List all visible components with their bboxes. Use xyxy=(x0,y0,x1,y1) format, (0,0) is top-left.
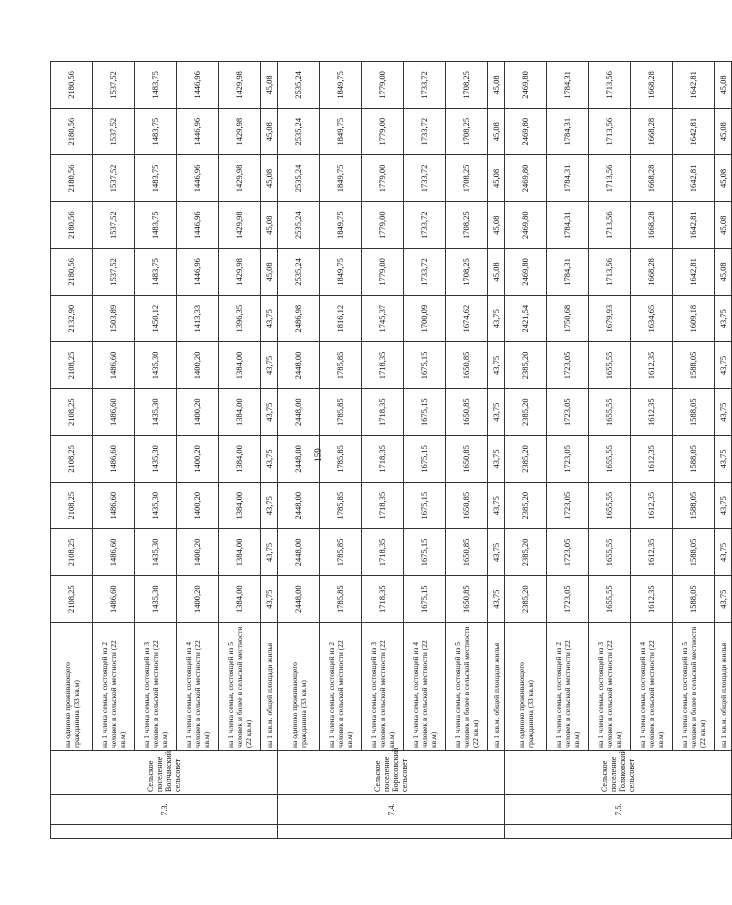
value-cell: 1779,00 xyxy=(362,155,404,202)
value-cell: 2448,00 xyxy=(278,529,320,576)
value-cell: 1785,85 xyxy=(320,529,362,576)
value-cell: 1784,31 xyxy=(547,108,589,155)
value-cell: 1588,05 xyxy=(673,389,715,436)
tariff-table xyxy=(50,61,732,839)
value-cell: 1642,81 xyxy=(673,108,715,155)
table-row xyxy=(261,62,278,839)
row-description: на 1 члена семьи, состоящей из 5 человек и более в сельской местности (22 кв.м) xyxy=(446,623,488,751)
table-row xyxy=(93,62,135,839)
value-cell: 1400,20 xyxy=(177,576,219,623)
row-description: на 1 члена семьи, состоящей из 3 человек в сельской местности (22 кв.м) xyxy=(362,623,404,751)
value-cell: 1400,20 xyxy=(177,436,219,483)
value-cell: 43,75 xyxy=(715,389,732,436)
value-cell: 1446,96 xyxy=(177,202,219,249)
value-cell: 2132,90 xyxy=(51,295,93,342)
row-description: на 1 члена семьи, состоящей из 2 человек в сельской местности (22 кв.м) xyxy=(93,623,135,751)
value-cell: 43,75 xyxy=(488,576,505,623)
value-cell: 2448,00 xyxy=(278,342,320,389)
margin-cell xyxy=(51,825,278,839)
value-cell: 43,75 xyxy=(488,482,505,529)
value-cell: 1650,85 xyxy=(446,342,488,389)
row-description: на одиноко проживающего гражданина (33 кв.м) xyxy=(51,623,93,751)
value-cell: 2108,25 xyxy=(51,342,93,389)
rotated-table-sheet xyxy=(50,62,728,839)
value-cell: 1655,55 xyxy=(589,436,631,483)
value-cell: 1483,75 xyxy=(135,202,177,249)
value-cell: 43,75 xyxy=(488,342,505,389)
value-cell: 43,75 xyxy=(715,529,732,576)
value-cell: 2180,56 xyxy=(51,108,93,155)
value-cell: 1384,00 xyxy=(219,529,261,576)
value-cell: 1668,28 xyxy=(631,202,673,249)
value-cell: 1612,35 xyxy=(631,482,673,529)
value-cell: 1733,72 xyxy=(404,62,446,109)
value-cell: 1849,75 xyxy=(320,62,362,109)
value-cell: 1588,05 xyxy=(673,482,715,529)
value-cell: 2180,56 xyxy=(51,155,93,202)
row-description: на 1 члена семьи, состоящей из 3 человек в сельской местности (22 кв.м) xyxy=(135,623,177,751)
value-cell: 1675,15 xyxy=(404,482,446,529)
value-cell: 1733,72 xyxy=(404,108,446,155)
value-cell: 1708,25 xyxy=(446,249,488,296)
value-cell: 1675,15 xyxy=(404,342,446,389)
value-cell: 1537,52 xyxy=(93,62,135,109)
settlement-name: Сельское поселение Голяковский сельсовет xyxy=(505,751,732,795)
value-cell: 45,08 xyxy=(261,202,278,249)
value-cell: 45,08 xyxy=(488,202,505,249)
value-cell: 1435,30 xyxy=(135,529,177,576)
value-cell: 1723,05 xyxy=(547,482,589,529)
value-cell: 1642,81 xyxy=(673,202,715,249)
value-cell: 1400,20 xyxy=(177,389,219,436)
value-cell: 1655,55 xyxy=(589,342,631,389)
value-cell: 1609,18 xyxy=(673,295,715,342)
value-cell: 1675,15 xyxy=(404,436,446,483)
value-cell: 1446,96 xyxy=(177,108,219,155)
value-cell: 45,08 xyxy=(261,62,278,109)
value-cell: 1723,05 xyxy=(547,342,589,389)
value-cell: 2385,20 xyxy=(505,482,547,529)
value-cell: 1642,81 xyxy=(673,249,715,296)
value-cell: 1733,72 xyxy=(404,202,446,249)
value-cell: 2385,20 xyxy=(505,436,547,483)
value-cell: 45,08 xyxy=(715,155,732,202)
margin-cell xyxy=(278,825,505,839)
value-cell: 1503,89 xyxy=(93,295,135,342)
value-cell: 2385,20 xyxy=(505,389,547,436)
value-cell: 1718,35 xyxy=(362,389,404,436)
table-row xyxy=(219,62,261,839)
value-cell: 45,08 xyxy=(261,108,278,155)
value-cell: 43,75 xyxy=(261,529,278,576)
value-cell: 1779,00 xyxy=(362,249,404,296)
value-cell: 2535,24 xyxy=(278,62,320,109)
value-cell: 1668,28 xyxy=(631,249,673,296)
value-cell: 1435,30 xyxy=(135,436,177,483)
value-cell: 2385,20 xyxy=(505,529,547,576)
value-cell: 1655,55 xyxy=(589,529,631,576)
value-cell: 1785,85 xyxy=(320,436,362,483)
value-cell: 1429,98 xyxy=(219,62,261,109)
value-cell: 2448,00 xyxy=(278,482,320,529)
value-cell: 1612,35 xyxy=(631,576,673,623)
settlement-name: Сельское поселение Волчанский сельсовет xyxy=(51,751,278,795)
value-cell: 1429,98 xyxy=(219,249,261,296)
value-cell: 45,08 xyxy=(488,108,505,155)
value-cell: 1849,75 xyxy=(320,108,362,155)
row-description: на 1 члена семьи, состоящей из 4 человек в сельской местности (22 кв.м) xyxy=(404,623,446,751)
value-cell: 43,75 xyxy=(715,295,732,342)
value-cell: 2108,25 xyxy=(51,482,93,529)
value-cell: 1429,98 xyxy=(219,108,261,155)
value-cell: 1750,68 xyxy=(547,295,589,342)
section-number: 7.4. xyxy=(278,795,505,825)
value-cell: 1650,85 xyxy=(446,389,488,436)
value-cell: 1779,00 xyxy=(362,202,404,249)
value-cell: 1483,75 xyxy=(135,249,177,296)
value-cell: 45,08 xyxy=(488,249,505,296)
table-row xyxy=(589,62,631,839)
value-cell: 43,75 xyxy=(715,342,732,389)
value-cell: 1446,96 xyxy=(177,155,219,202)
value-cell: 1483,75 xyxy=(135,108,177,155)
value-cell: 43,75 xyxy=(715,482,732,529)
value-cell: 1650,85 xyxy=(446,482,488,529)
value-cell: 1655,55 xyxy=(589,482,631,529)
value-cell: 43,75 xyxy=(715,576,732,623)
value-cell: 1384,00 xyxy=(219,389,261,436)
value-cell: 1537,52 xyxy=(93,202,135,249)
value-cell: 1655,55 xyxy=(589,576,631,623)
value-cell: 1486,60 xyxy=(93,576,135,623)
value-cell: 1435,30 xyxy=(135,576,177,623)
value-cell: 1779,00 xyxy=(362,62,404,109)
value-cell: 43,75 xyxy=(488,436,505,483)
value-cell: 1413,33 xyxy=(177,295,219,342)
value-cell: 1537,52 xyxy=(93,249,135,296)
value-cell: 1700,09 xyxy=(404,295,446,342)
value-cell: 1708,25 xyxy=(446,108,488,155)
value-cell: 45,08 xyxy=(715,249,732,296)
row-description: на 1 члена семьи, состоящей из 5 человек и более в сельской местности (22 кв.м) xyxy=(219,623,261,751)
row-description: на 1 члена семьи, состоящей из 2 человек в сельской местности (22 кв.м) xyxy=(547,623,589,751)
value-cell: 1679,93 xyxy=(589,295,631,342)
value-cell: 1537,52 xyxy=(93,155,135,202)
value-cell: 1718,35 xyxy=(362,482,404,529)
value-cell: 1713,56 xyxy=(589,249,631,296)
value-cell: 1435,30 xyxy=(135,482,177,529)
value-cell: 1486,60 xyxy=(93,389,135,436)
value-cell: 1723,05 xyxy=(547,576,589,623)
value-cell: 45,08 xyxy=(488,155,505,202)
value-cell: 1642,81 xyxy=(673,155,715,202)
value-cell: 43,75 xyxy=(261,342,278,389)
value-cell: 1612,35 xyxy=(631,529,673,576)
value-cell: 1733,72 xyxy=(404,249,446,296)
value-cell: 1713,56 xyxy=(589,202,631,249)
value-cell: 1668,28 xyxy=(631,62,673,109)
value-cell: 2469,80 xyxy=(505,249,547,296)
value-cell: 43,75 xyxy=(261,389,278,436)
table-row xyxy=(177,62,219,839)
value-cell: 1723,05 xyxy=(547,389,589,436)
value-cell: 2469,80 xyxy=(505,155,547,202)
value-cell: 1588,05 xyxy=(673,529,715,576)
value-cell: 2469,80 xyxy=(505,62,547,109)
value-cell: 1745,37 xyxy=(362,295,404,342)
value-cell: 1429,98 xyxy=(219,155,261,202)
value-cell: 1708,25 xyxy=(446,202,488,249)
value-cell: 2180,56 xyxy=(51,62,93,109)
table-row xyxy=(320,62,362,839)
table-row xyxy=(715,62,732,839)
value-cell: 45,08 xyxy=(715,62,732,109)
value-cell: 1486,60 xyxy=(93,436,135,483)
value-cell: 1849,75 xyxy=(320,249,362,296)
value-cell: 1612,35 xyxy=(631,342,673,389)
value-cell: 2108,25 xyxy=(51,389,93,436)
value-cell: 45,08 xyxy=(715,202,732,249)
value-cell: 1723,05 xyxy=(547,529,589,576)
value-cell: 1612,35 xyxy=(631,389,673,436)
value-cell: 1650,85 xyxy=(446,529,488,576)
value-cell: 1675,15 xyxy=(404,529,446,576)
value-cell: 1675,15 xyxy=(404,389,446,436)
value-cell: 2535,24 xyxy=(278,108,320,155)
row-description: на 1 члена семьи, состоящей из 4 человек в сельской местности (22 кв.м) xyxy=(177,623,219,751)
value-cell: 1400,20 xyxy=(177,482,219,529)
value-cell: 2180,56 xyxy=(51,202,93,249)
value-cell: 1713,56 xyxy=(589,108,631,155)
value-cell: 1708,25 xyxy=(446,155,488,202)
value-cell: 1784,31 xyxy=(547,62,589,109)
table-row xyxy=(51,62,93,839)
value-cell: 2385,20 xyxy=(505,342,547,389)
table-row xyxy=(278,62,320,839)
value-cell: 1634,65 xyxy=(631,295,673,342)
value-cell: 1733,72 xyxy=(404,155,446,202)
row-description: на 1 кв.м. общей площади жилья xyxy=(715,623,732,751)
value-cell: 1718,35 xyxy=(362,576,404,623)
value-cell: 1816,12 xyxy=(320,295,362,342)
value-cell: 2108,25 xyxy=(51,529,93,576)
value-cell: 43,75 xyxy=(261,436,278,483)
value-cell: 43,75 xyxy=(261,482,278,529)
table-row xyxy=(446,62,488,839)
table-row xyxy=(135,62,177,839)
page-number: 159 xyxy=(313,448,323,462)
value-cell: 1446,96 xyxy=(177,62,219,109)
settlement-name: Сельское поселение Борисовский сельсовет xyxy=(278,751,505,795)
value-cell: 1785,85 xyxy=(320,342,362,389)
value-cell: 2108,25 xyxy=(51,436,93,483)
value-cell: 43,75 xyxy=(261,295,278,342)
value-cell: 1718,35 xyxy=(362,436,404,483)
value-cell: 45,08 xyxy=(261,155,278,202)
value-cell: 45,08 xyxy=(261,249,278,296)
value-cell: 1483,75 xyxy=(135,62,177,109)
value-cell: 2448,00 xyxy=(278,436,320,483)
value-cell: 1718,35 xyxy=(362,529,404,576)
value-cell: 1642,81 xyxy=(673,62,715,109)
value-cell: 1718,35 xyxy=(362,342,404,389)
value-cell: 1429,98 xyxy=(219,202,261,249)
value-cell: 2180,56 xyxy=(51,249,93,296)
section-number: 7.5. xyxy=(505,795,732,825)
value-cell: 1400,20 xyxy=(177,342,219,389)
value-cell: 1396,35 xyxy=(219,295,261,342)
value-cell: 2535,24 xyxy=(278,202,320,249)
value-cell: 2486,98 xyxy=(278,295,320,342)
value-cell: 43,75 xyxy=(261,576,278,623)
table-row xyxy=(631,62,673,839)
table-row xyxy=(505,62,547,839)
value-cell: 2385,20 xyxy=(505,576,547,623)
value-cell: 1588,05 xyxy=(673,436,715,483)
value-cell: 1785,85 xyxy=(320,389,362,436)
value-cell: 1588,05 xyxy=(673,576,715,623)
value-cell: 45,08 xyxy=(715,108,732,155)
value-cell: 1384,00 xyxy=(219,482,261,529)
value-cell: 1668,28 xyxy=(631,155,673,202)
value-cell: 2535,24 xyxy=(278,249,320,296)
value-cell: 1784,31 xyxy=(547,202,589,249)
value-cell: 1400,20 xyxy=(177,529,219,576)
value-cell: 1486,60 xyxy=(93,482,135,529)
value-cell: 2421,54 xyxy=(505,295,547,342)
value-cell: 1650,85 xyxy=(446,436,488,483)
value-cell: 1450,12 xyxy=(135,295,177,342)
section-number: 7.3. xyxy=(51,795,278,825)
value-cell: 1612,35 xyxy=(631,436,673,483)
value-cell: 1655,55 xyxy=(589,389,631,436)
value-cell: 43,75 xyxy=(488,529,505,576)
row-description: на 1 члена семьи, состоящей из 4 человек в сельской местности (22 кв.м) xyxy=(631,623,673,751)
value-cell: 1384,00 xyxy=(219,576,261,623)
value-cell: 43,75 xyxy=(488,295,505,342)
value-cell: 1713,56 xyxy=(589,62,631,109)
value-cell: 2108,25 xyxy=(51,576,93,623)
value-cell: 43,75 xyxy=(488,389,505,436)
row-description: на 1 кв.м. общей площади жилья xyxy=(261,623,278,751)
value-cell: 1713,56 xyxy=(589,155,631,202)
margin-cell xyxy=(505,825,732,839)
value-cell: 1650,85 xyxy=(446,576,488,623)
row-description: на 1 члена семьи, состоящей из 3 человек в сельской местности (22 кв.м) xyxy=(589,623,631,751)
table-row xyxy=(547,62,589,839)
value-cell: 2448,00 xyxy=(278,389,320,436)
value-cell: 1384,00 xyxy=(219,342,261,389)
value-cell: 1849,75 xyxy=(320,202,362,249)
value-cell: 1708,25 xyxy=(446,62,488,109)
value-cell: 1435,30 xyxy=(135,342,177,389)
row-description: на одиноко проживающего гражданина (33 кв.м) xyxy=(505,623,547,751)
table-row xyxy=(362,62,404,839)
value-cell: 2535,24 xyxy=(278,155,320,202)
table-row xyxy=(488,62,505,839)
row-description: на 1 члена семьи, состоящей из 5 человек и более в сельской местности (22 кв.м) xyxy=(673,623,715,751)
value-cell: 1675,15 xyxy=(404,576,446,623)
value-cell: 1784,31 xyxy=(547,249,589,296)
value-cell: 1486,60 xyxy=(93,529,135,576)
value-cell: 2469,80 xyxy=(505,108,547,155)
value-cell: 2469,80 xyxy=(505,202,547,249)
value-cell: 1784,31 xyxy=(547,155,589,202)
value-cell: 43,75 xyxy=(715,436,732,483)
value-cell: 1779,00 xyxy=(362,108,404,155)
value-cell: 1785,85 xyxy=(320,576,362,623)
value-cell: 1588,05 xyxy=(673,342,715,389)
value-cell: 1435,30 xyxy=(135,389,177,436)
row-description: на 1 кв.м. общей площади жилья xyxy=(488,623,505,751)
row-description: на одиноко проживающего гражданина (33 кв.м) xyxy=(278,623,320,751)
value-cell: 2448,00 xyxy=(278,576,320,623)
row-description: на 1 члена семьи, состоящей из 2 человек в сельской местности (22 кв.м) xyxy=(320,623,362,751)
value-cell: 1446,96 xyxy=(177,249,219,296)
value-cell: 1849,75 xyxy=(320,155,362,202)
table-row xyxy=(673,62,715,839)
value-cell: 45,08 xyxy=(488,62,505,109)
value-cell: 1674,62 xyxy=(446,295,488,342)
table-row xyxy=(404,62,446,839)
value-cell: 1483,75 xyxy=(135,155,177,202)
value-cell: 1486,60 xyxy=(93,342,135,389)
value-cell: 1785,85 xyxy=(320,482,362,529)
value-cell: 1723,05 xyxy=(547,436,589,483)
value-cell: 1537,52 xyxy=(93,108,135,155)
value-cell: 1384,00 xyxy=(219,436,261,483)
value-cell: 1668,28 xyxy=(631,108,673,155)
